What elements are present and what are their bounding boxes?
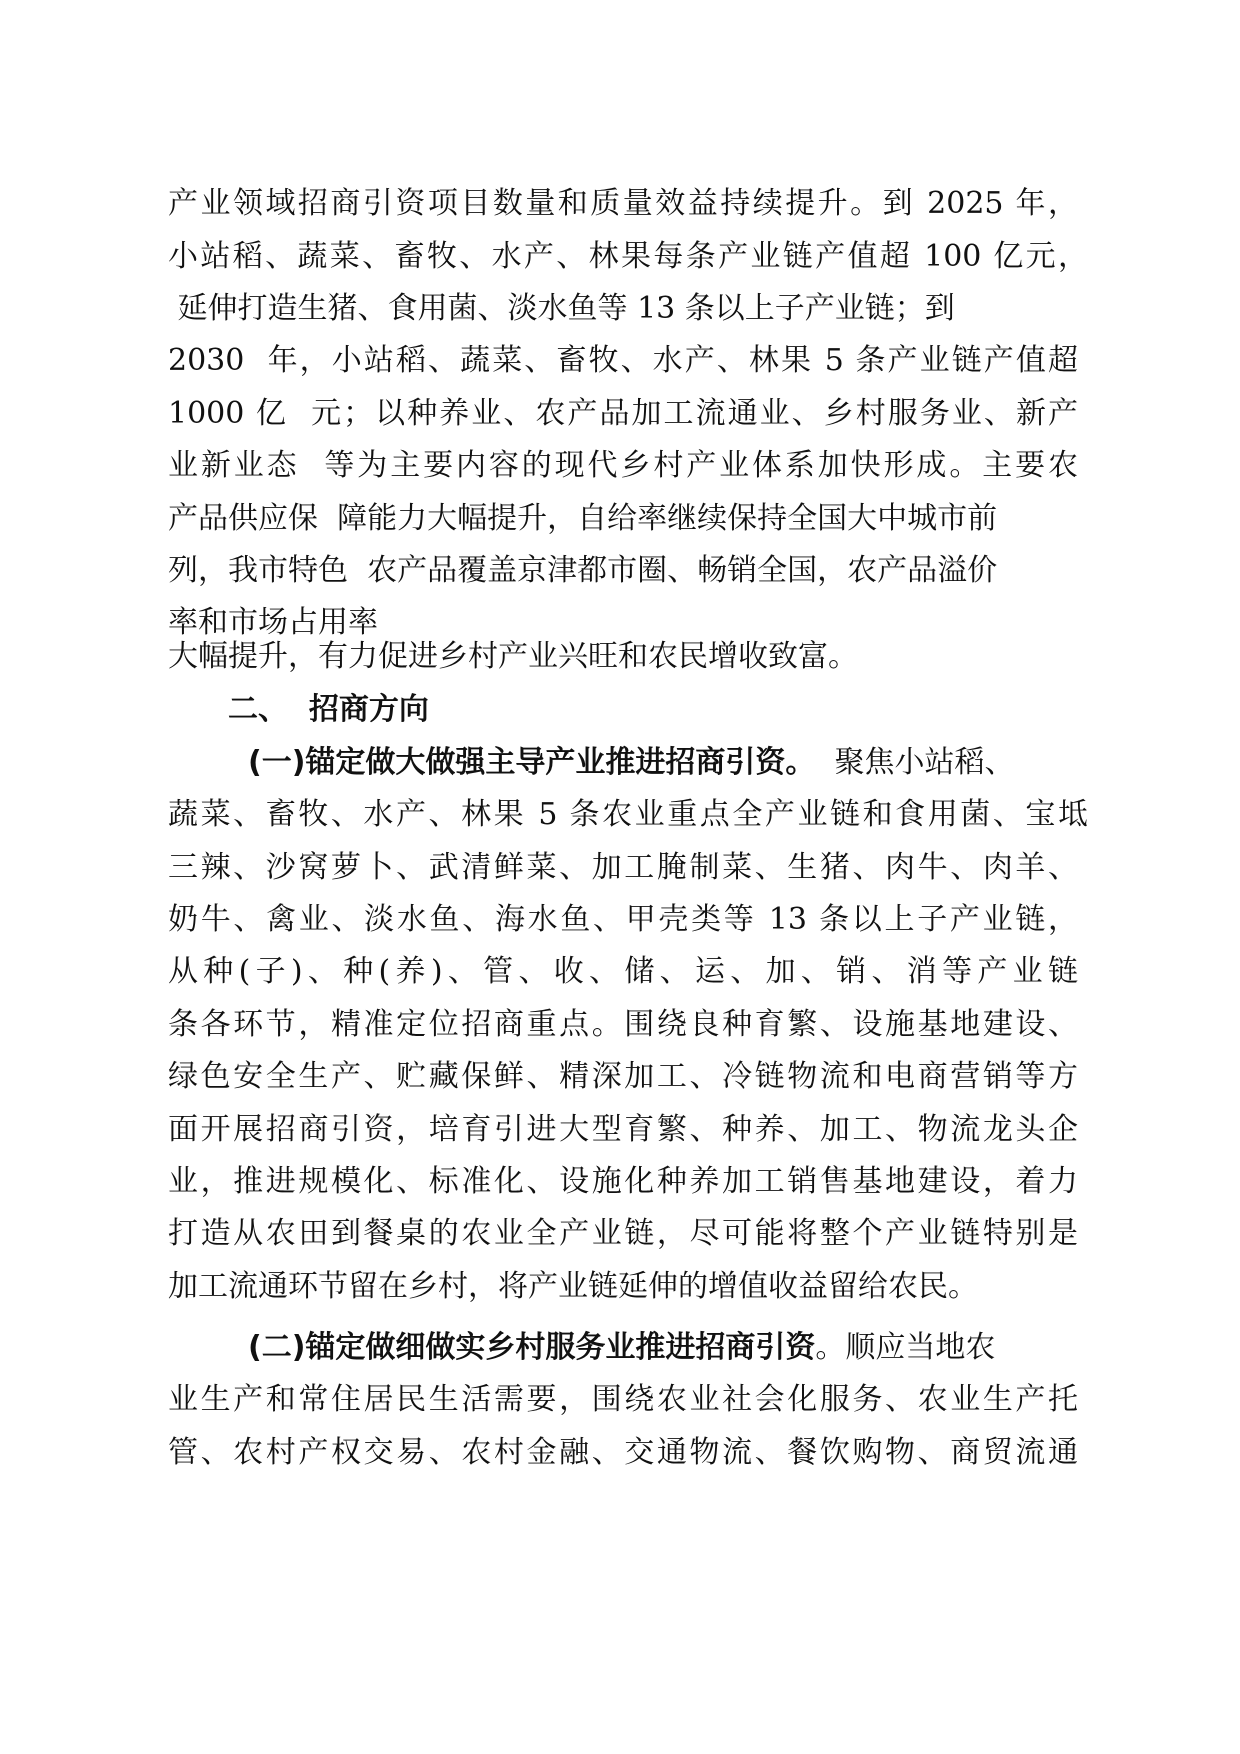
- paragraph-3-first-line-rest: 。顺应当地农: [815, 1330, 996, 1365]
- paragraph-1-line-3: 延伸打造生猪、食用菌、淡水鱼等 13 条以上子产业链；到: [168, 291, 955, 326]
- paragraph-2-line-6: 条各环节，精准定位招商重点。围绕良种育繁、设施基地建设、: [168, 1007, 1078, 1042]
- paragraph-3-line-3: 管、农村产权交易、农村金融、交通物流、餐饮购物、商贸流通: [168, 1435, 1078, 1470]
- paragraph-2-line-5: 从种(子)、种(养)、管、收、储、运、加、销、消等产业链: [168, 954, 1078, 989]
- paragraph-1-line-8: 列，我市特色 农产品覆盖京津都市圈、畅销全国，农产品溢价: [168, 553, 998, 588]
- paragraph-2-line-9: 业，推进规模化、标准化、设施化种养加工销售基地建设，着力: [168, 1164, 1078, 1199]
- paragraph-3-first-line: [248, 1328, 995, 1368]
- paragraph-2-line-7: 绿色安全生产、贮藏保鲜、精深加工、冷链物流和电商营销等方: [168, 1059, 1078, 1094]
- paragraph-2-line-2: 蔬菜、畜牧、水产、林果 5 条农业重点全产业链和食用菌、宝坻: [168, 797, 1088, 832]
- paragraph-3-line-2: 业生产和常住居民生活需要，围绕农业社会化服务、农业生产托: [168, 1382, 1078, 1417]
- paragraph-1-line-9: 率和市场占用率: [168, 605, 378, 640]
- paragraph-2-lead: (一)锚定做大做强主导产业推进招商引资。: [248, 745, 816, 780]
- section-heading: 二、 招商方向: [228, 692, 429, 727]
- paragraph-1-line-6: 业新业态 等为主要内容的现代乡村产业体系加快形成。主要农: [168, 448, 1078, 483]
- paragraph-2-line-10: 打造从农田到餐桌的农业全产业链，尽可能将整个产业链特别是: [168, 1216, 1078, 1251]
- paragraph-1-line-1: 产业领域招商引资项目数量和质量效益持续提升。到 2025 年，: [168, 186, 1078, 221]
- paragraph-1-line-7: 产品供应保 障能力大幅提升，自给率继续保持全国大中城市前: [168, 501, 998, 536]
- paragraph-1-line-4: 2030 年，小站稻、蔬菜、畜牧、水产、林果 5 条产业链产值超: [168, 343, 1078, 378]
- paragraph-1-line-10: 大幅提升，有力促进乡村产业兴旺和农民增收致富。: [168, 639, 858, 674]
- paragraph-2-line-11: 加工流通环节留在乡村，将产业链延伸的增值收益留给农民。: [168, 1269, 978, 1304]
- paragraph-1-line-2: 小站稻、蔬菜、畜牧、水产、林果每条产业链产值超 100 亿元，: [168, 239, 1088, 274]
- paragraph-2-first-line: [248, 743, 1015, 783]
- paragraph-3-lead: (二)锚定做细做实乡村服务业推进招商引资: [248, 1330, 816, 1365]
- paragraph-2-line-3: 三辣、沙窝萝卜、武清鲜菜、加工腌制菜、生猪、肉牛、肉羊、: [168, 850, 1078, 885]
- paragraph-1-line-5: 1000 亿 元；以种养业、农产品加工流通业、乡村服务业、新产: [168, 396, 1078, 431]
- paragraph-2-line-4: 奶牛、禽业、淡水鱼、海水鱼、甲壳类等 13 条以上子产业链，: [168, 902, 1078, 937]
- paragraph-2-first-line-rest: 聚焦小站稻、: [815, 745, 1015, 780]
- paragraph-2-line-8: 面开展招商引资，培育引进大型育繁、种养、加工、物流龙头企: [168, 1112, 1078, 1147]
